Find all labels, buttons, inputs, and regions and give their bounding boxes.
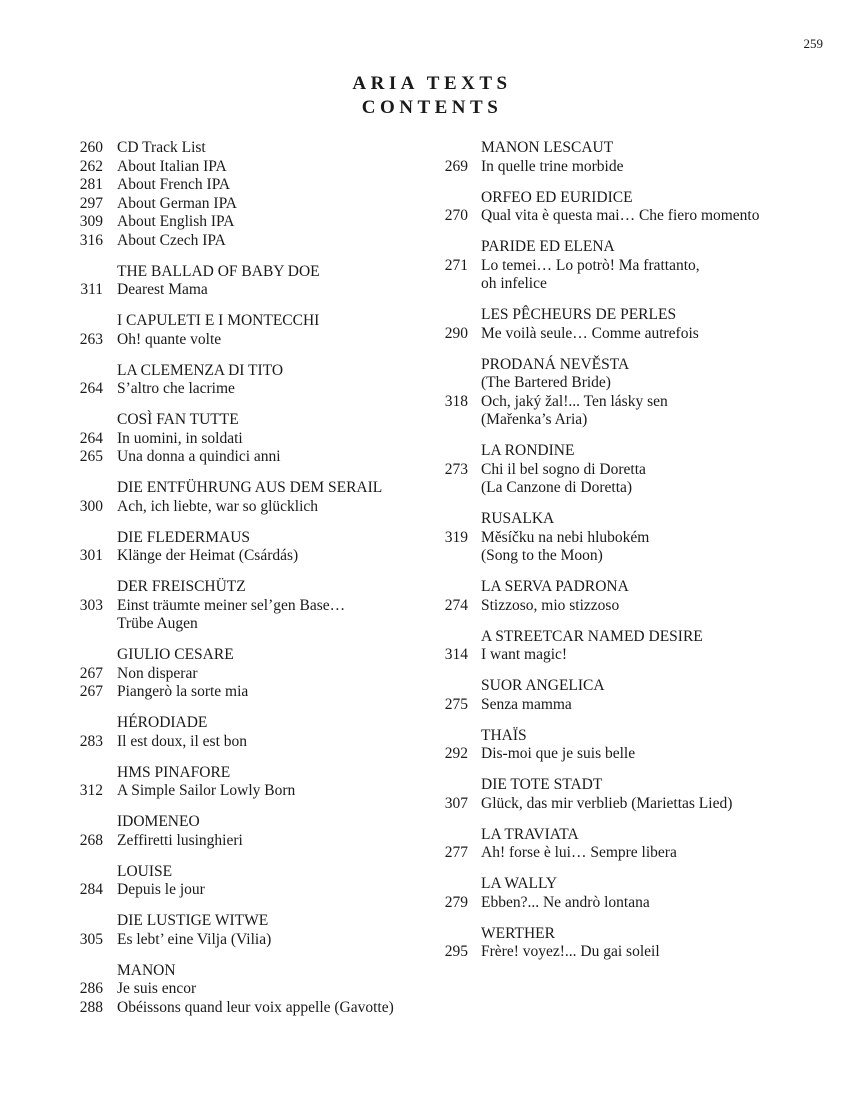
intro-entry bbox=[72, 176, 422, 195]
intro-entry bbox=[72, 213, 422, 232]
aria-entry bbox=[72, 733, 422, 752]
page-ref: 305 bbox=[79, 930, 103, 948]
aria-entry-text: A Simple Sailor Lowly Born bbox=[117, 782, 296, 799]
page-ref: 283 bbox=[79, 732, 103, 750]
opera-title-text: GIULIO CESARE bbox=[117, 646, 234, 663]
aria-entry-text: Non disperar bbox=[117, 664, 198, 682]
aria-entry bbox=[72, 615, 422, 634]
opera-title bbox=[436, 356, 826, 375]
page-ref: 269 bbox=[444, 157, 468, 175]
page-ref: 301 bbox=[79, 547, 103, 564]
aria-entry-text: Dearest Mama bbox=[117, 281, 208, 298]
opera-section bbox=[436, 677, 826, 714]
opera-section bbox=[72, 646, 422, 702]
aria-entry bbox=[436, 745, 826, 764]
page-ref: 318 bbox=[444, 392, 468, 410]
opera-title bbox=[436, 925, 826, 944]
aria-entry bbox=[72, 665, 422, 684]
opera-title bbox=[72, 813, 422, 832]
page-ref: 279 bbox=[444, 893, 468, 911]
opera-title-text: I CAPULETI E I MONTECCHI bbox=[117, 312, 320, 329]
opera-title-text: LA RONDINE bbox=[481, 442, 575, 459]
intro-entry bbox=[72, 158, 422, 177]
opera-title bbox=[72, 312, 422, 331]
aria-entry-text: Obéissons quand leur voix appelle (Gavotte) bbox=[117, 998, 394, 1016]
aria-entry bbox=[436, 597, 826, 616]
page-ref: 309 bbox=[79, 213, 103, 230]
page-ref: 263 bbox=[79, 330, 103, 348]
opera-title-text: DER FREISCHÜTZ bbox=[117, 578, 246, 595]
opera-title bbox=[436, 510, 826, 529]
aria-entry-text: (Mařenka’s Aria) bbox=[481, 411, 588, 428]
page-ref: 264 bbox=[79, 380, 103, 397]
aria-entry bbox=[72, 782, 422, 801]
opera-title bbox=[436, 628, 826, 647]
opera-title-text: DIE TOTE STADT bbox=[481, 776, 603, 793]
opera-title bbox=[436, 139, 826, 158]
page-ref: 314 bbox=[444, 646, 468, 663]
opera-section bbox=[436, 306, 826, 343]
page-ref: 267 bbox=[79, 664, 103, 682]
page-ref: 271 bbox=[444, 256, 468, 274]
page-ref: 316 bbox=[79, 231, 103, 249]
aria-entry-text: Frère! voyez!... Du gai soleil bbox=[481, 943, 660, 960]
aria-entry bbox=[72, 498, 422, 517]
aria-entry bbox=[436, 646, 826, 665]
opera-section bbox=[72, 962, 422, 1018]
aria-entry-text: Oh! quante volte bbox=[117, 330, 222, 348]
aria-entry bbox=[436, 325, 826, 344]
intro-entry-text: About German IPA bbox=[117, 194, 237, 212]
opera-title-text: ORFEO ED EURIDICE bbox=[481, 188, 633, 206]
page-ref: 262 bbox=[79, 157, 103, 175]
opera-section bbox=[436, 442, 826, 498]
opera-title bbox=[72, 764, 422, 783]
aria-entry bbox=[436, 275, 826, 294]
page-ref: 264 bbox=[79, 429, 103, 447]
opera-title-text: MANON bbox=[117, 961, 176, 979]
page-ref: 300 bbox=[79, 497, 103, 515]
opera-section bbox=[436, 776, 826, 813]
intro-entry bbox=[72, 232, 422, 251]
aria-entry-text: Me voilà seule… Comme autrefois bbox=[481, 324, 699, 342]
aria-entry-text: (Song to the Moon) bbox=[481, 547, 603, 564]
opera-title bbox=[436, 189, 826, 208]
aria-entry bbox=[436, 393, 826, 412]
aria-entry bbox=[436, 411, 826, 430]
page-ref: 268 bbox=[79, 831, 103, 849]
opera-title bbox=[72, 962, 422, 981]
aria-entry bbox=[436, 257, 826, 276]
aria-entry-text: oh infelice bbox=[481, 275, 547, 292]
opera-section bbox=[436, 875, 826, 912]
opera-section bbox=[436, 510, 826, 566]
page-ref: 260 bbox=[79, 139, 103, 156]
aria-entry bbox=[436, 479, 826, 498]
aria-entry bbox=[72, 980, 422, 999]
opera-subtitle-text: (The Bartered Bride) bbox=[481, 374, 611, 391]
contents-right-column bbox=[436, 139, 826, 974]
page-ref: 290 bbox=[444, 324, 468, 342]
aria-entry bbox=[72, 281, 422, 300]
aria-entry bbox=[72, 331, 422, 350]
page-ref: 319 bbox=[444, 528, 468, 546]
intro-entry-text: About Czech IPA bbox=[117, 231, 226, 249]
aria-entry-text: Klänge der Heimat (Csárdás) bbox=[117, 547, 299, 564]
aria-entry bbox=[72, 832, 422, 851]
intro-entry-text: CD Track List bbox=[117, 139, 206, 156]
opera-section bbox=[436, 238, 826, 294]
aria-entry bbox=[72, 380, 422, 399]
aria-entry bbox=[436, 529, 826, 548]
page-ref: 274 bbox=[444, 596, 468, 614]
opera-title bbox=[436, 776, 826, 795]
opera-title bbox=[436, 727, 826, 746]
opera-title bbox=[72, 479, 422, 498]
contents-left-column bbox=[72, 139, 422, 1030]
aria-entry-text: In uomini, in soldati bbox=[117, 429, 243, 447]
intro-entry bbox=[72, 195, 422, 214]
page-number: 259 bbox=[803, 36, 823, 51]
opera-section bbox=[72, 863, 422, 900]
aria-entry-text: Glück, das mir verblieb (Mariettas Lied) bbox=[481, 794, 733, 812]
opera-title-text: LA TRAVIATA bbox=[481, 825, 579, 843]
opera-section bbox=[72, 362, 422, 399]
aria-entry-text: In quelle trine morbide bbox=[481, 157, 624, 175]
opera-title-text: HMS PINAFORE bbox=[117, 763, 231, 781]
title-line-contents: CONTENTS bbox=[361, 97, 503, 118]
aria-entry bbox=[436, 461, 826, 480]
aria-entry bbox=[72, 881, 422, 900]
opera-title bbox=[72, 912, 422, 931]
opera-section bbox=[72, 714, 422, 751]
title-line-aria-texts: ARIA TEXTS bbox=[352, 73, 512, 94]
aria-entry-text: Einst träumte meiner sel’gen Base… bbox=[117, 596, 346, 614]
page-ref: 265 bbox=[79, 448, 103, 465]
aria-entry-text: Lo temei… Lo potrò! Ma frattanto, bbox=[481, 256, 700, 274]
page-ref: 281 bbox=[79, 176, 103, 193]
aria-entry bbox=[436, 158, 826, 177]
opera-title bbox=[72, 529, 422, 548]
page-ref: 275 bbox=[444, 695, 468, 713]
page-ref: 307 bbox=[444, 794, 468, 812]
opera-title-text: LA CLEMENZA DI TITO bbox=[117, 361, 284, 379]
opera-section bbox=[72, 578, 422, 634]
aria-entry-text: Il est doux, il est bon bbox=[117, 732, 248, 750]
aria-entry-text: Ach, ich liebte, war so glücklich bbox=[117, 497, 319, 515]
aria-entry-text: Senza mamma bbox=[481, 695, 572, 713]
opera-section bbox=[436, 139, 826, 176]
aria-entry-text: Zeffiretti lusinghieri bbox=[117, 831, 243, 849]
aria-entry-text: Dis-moi que je suis belle bbox=[481, 745, 636, 762]
opera-section bbox=[436, 826, 826, 863]
opera-section bbox=[436, 628, 826, 665]
page-ref: 312 bbox=[79, 782, 103, 799]
opera-title bbox=[72, 863, 422, 882]
page-ref: 277 bbox=[444, 844, 468, 861]
aria-entry bbox=[436, 696, 826, 715]
aria-entry-text: Och, jaký žal!... Ten lásky sen bbox=[481, 392, 668, 410]
opera-title bbox=[72, 263, 422, 282]
aria-entry bbox=[436, 943, 826, 962]
intro-entry-text: About Italian IPA bbox=[117, 157, 227, 175]
aria-entry-text: (La Canzone di Doretta) bbox=[481, 479, 633, 496]
aria-entry-text: Chi il bel sogno di Doretta bbox=[481, 460, 646, 478]
page-ref: 270 bbox=[444, 207, 468, 224]
opera-section bbox=[436, 356, 826, 430]
opera-title-text: RUSALKA bbox=[481, 510, 555, 527]
opera-title-text: LA SERVA PADRONA bbox=[481, 578, 629, 595]
opera-title-text: PARIDE ED ELENA bbox=[481, 238, 615, 255]
opera-title-text: DIE FLEDERMAUS bbox=[117, 528, 251, 546]
page-ref: 288 bbox=[79, 998, 103, 1016]
opera-section bbox=[72, 529, 422, 566]
opera-title bbox=[436, 238, 826, 257]
opera-title-text: MANON LESCAUT bbox=[481, 139, 614, 156]
opera-title-text: LA WALLY bbox=[481, 875, 558, 892]
aria-entry bbox=[436, 207, 826, 226]
opera-section bbox=[436, 727, 826, 764]
opera-subtitle bbox=[436, 374, 826, 393]
aria-entry-text: Piangerò la sorte mia bbox=[117, 683, 249, 700]
opera-section bbox=[436, 189, 826, 226]
intro-entry-text: About French IPA bbox=[117, 176, 231, 193]
page-ref: 311 bbox=[80, 281, 103, 298]
aria-entry bbox=[72, 597, 422, 616]
opera-section bbox=[72, 479, 422, 516]
aria-entry bbox=[436, 547, 826, 566]
opera-title-text: THE BALLAD OF BABY DOE bbox=[117, 262, 320, 280]
aria-entry-text: Trübe Augen bbox=[117, 615, 198, 632]
opera-section bbox=[436, 925, 826, 962]
opera-title-text: PRODANÁ NEVĚSTA bbox=[481, 355, 630, 373]
opera-title bbox=[436, 578, 826, 597]
page-ref: 297 bbox=[79, 194, 103, 212]
page-ref: 286 bbox=[79, 980, 103, 997]
aria-entry-text: Qual vita è questa mai… Che fiero momento bbox=[481, 207, 760, 224]
opera-title-text: DIE LUSTIGE WITWE bbox=[117, 912, 269, 929]
aria-entry bbox=[436, 795, 826, 814]
page-ref: 284 bbox=[79, 881, 103, 898]
aria-entry bbox=[72, 547, 422, 566]
aria-entry-text: Ah! forse è lui… Sempre libera bbox=[481, 844, 677, 861]
aria-entry-text: I want magic! bbox=[481, 646, 568, 663]
aria-entry bbox=[72, 683, 422, 702]
opera-title bbox=[436, 826, 826, 845]
aria-entry-text: Ebben?... Ne andrò lontana bbox=[481, 893, 650, 911]
opera-title bbox=[72, 714, 422, 733]
page-ref: 267 bbox=[79, 683, 103, 700]
aria-entry-text: Una donna a quindici anni bbox=[117, 448, 281, 465]
opera-section bbox=[72, 813, 422, 850]
page-ref: 273 bbox=[444, 460, 468, 478]
opera-section bbox=[436, 578, 826, 615]
opera-title bbox=[436, 677, 826, 696]
opera-section bbox=[72, 764, 422, 801]
opera-title-text: LES PÊCHEURS DE PERLES bbox=[481, 306, 677, 323]
opera-title bbox=[436, 306, 826, 325]
opera-section bbox=[72, 912, 422, 949]
aria-entry bbox=[72, 448, 422, 467]
opera-title-text: WERTHER bbox=[481, 924, 555, 942]
aria-entry bbox=[72, 999, 422, 1018]
page-ref: 292 bbox=[444, 745, 468, 762]
aria-entry bbox=[72, 430, 422, 449]
opera-section bbox=[72, 263, 422, 300]
aria-entry-text: Měsíčku na nebi hlubokém bbox=[481, 528, 650, 546]
opera-section bbox=[72, 312, 422, 349]
intro-entry bbox=[72, 139, 422, 158]
page-ref: 303 bbox=[79, 596, 103, 614]
intro-entry-text: About English IPA bbox=[117, 213, 235, 230]
opera-title-text: THAÏS bbox=[481, 726, 527, 744]
aria-entry bbox=[436, 894, 826, 913]
opera-title-text: HÉRODIADE bbox=[117, 714, 208, 731]
aria-entry bbox=[72, 931, 422, 950]
opera-title-text: DIE ENTFÜHRUNG AUS DEM SERAIL bbox=[117, 479, 383, 496]
opera-title bbox=[72, 646, 422, 665]
aria-entry-text: Es lebt’ eine Vilja (Vilia) bbox=[117, 930, 272, 948]
opera-section bbox=[72, 411, 422, 467]
opera-title-text: COSÌ FAN TUTTE bbox=[117, 411, 239, 428]
aria-entry-text: Stizzoso, mio stizzoso bbox=[481, 596, 620, 614]
aria-entry bbox=[436, 844, 826, 863]
opera-title-text: IDOMENEO bbox=[117, 813, 200, 830]
opera-title-text: LOUISE bbox=[117, 862, 173, 880]
page-title bbox=[0, 72, 864, 120]
opera-title bbox=[72, 362, 422, 381]
opera-title bbox=[72, 411, 422, 430]
page-ref: 295 bbox=[444, 943, 468, 960]
opera-title bbox=[72, 578, 422, 597]
opera-title-text: SUOR ANGELICA bbox=[481, 677, 605, 694]
opera-title bbox=[436, 875, 826, 894]
opera-title-text: A STREETCAR NAMED DESIRE bbox=[481, 627, 703, 645]
aria-entry-text: S’altro che lacrime bbox=[117, 380, 235, 397]
intro-section bbox=[72, 139, 422, 250]
aria-entry-text: Je suis encor bbox=[117, 980, 197, 997]
aria-entry-text: Depuis le jour bbox=[117, 881, 205, 898]
opera-title bbox=[436, 442, 826, 461]
